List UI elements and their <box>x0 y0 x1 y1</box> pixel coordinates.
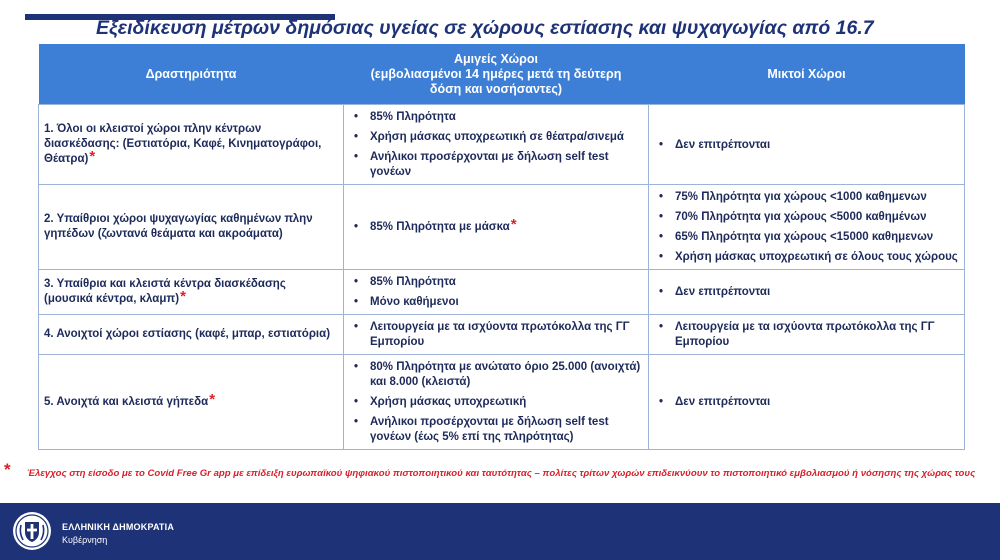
list-item-text: Λειτουργεία με τα ισχύοντα πρωτόκολλα της ΓΓ Εμπορίου <box>370 321 630 348</box>
table-row <box>39 315 965 355</box>
footnote-text: Έλεγχος στη είσοδο με το Covid Free Gr app με επίδειξη ευρωπαϊκού ψηφιακού πιστοποιητικού και ταυτότητας – πολίτες τρίτων χωρών επιδεικνύουν το πιστοποιητικό εμβολιασμού ή νόσησης της χώρας τους <box>26 468 976 479</box>
list-item <box>655 210 958 225</box>
list-item-text: Λειτουργεία με τα ισχύοντα πρωτόκολλα της ΓΓ Εμπορίου <box>675 321 935 348</box>
government-name: ΕΛΛΗΝΙΚΗ ΔΗΜΟΚΡΑΤΙΑ <box>62 522 175 532</box>
list-item-text: Ανήλικοι προσέρχονται με δήλωση self test γονέων (έως 5% επί της πληρότητας) <box>370 416 609 443</box>
header-pure-line-3: δόση και νοσήσαντες) <box>429 81 563 96</box>
table-row <box>39 355 965 450</box>
list-item-text: Δεν επιτρέπονται <box>675 396 771 408</box>
list-item <box>350 216 642 235</box>
list-item-text: 80% Πληρότητα με ανώτατο όριο 25.000 (ανοιχτά) και 8.000 (κλειστά) <box>370 361 641 388</box>
list-item <box>655 190 958 205</box>
list-item <box>350 295 642 310</box>
list-item-text: Χρήση μάσκας υποχρεωτική σε θέατρα/σινεμά <box>370 131 625 143</box>
list-item <box>350 320 642 350</box>
pure-spaces-cell <box>344 315 649 355</box>
mixed-spaces-cell <box>649 270 965 315</box>
list-item-text: 65% Πληρότητα για χώρους <15000 καθημενων <box>675 231 934 243</box>
list-item-text: 70% Πληρότητα για χώρους <5000 καθημένων <box>675 211 927 223</box>
table-header-row <box>39 44 965 105</box>
mixed-spaces-cell <box>649 355 965 450</box>
list-item-text: Χρήση μάσκας υποχρεωτική σε όλους τους χώρους <box>675 251 958 263</box>
mixed-spaces-cell <box>649 315 965 355</box>
list-item <box>655 230 958 245</box>
footnote <box>4 460 996 480</box>
activity-label: 5. Ανοιχτά και κλειστά γήπεδα <box>44 395 209 408</box>
measures-table <box>38 44 965 450</box>
activity-cell <box>39 185 344 270</box>
list-item-text: 85% Πληρότητα με μάσκα <box>370 221 510 233</box>
asterisk-mark: * <box>209 390 216 408</box>
list-item-text: 85% Πληρότητα <box>370 276 456 288</box>
asterisk-mark: * <box>510 216 517 233</box>
list-item <box>350 110 642 125</box>
list-item-text: Χρήση μάσκας υποχρεωτική <box>370 396 527 408</box>
list-item <box>350 130 642 145</box>
list-item-text: Δεν επιτρέπονται <box>675 286 771 298</box>
pure-spaces-cell <box>344 270 649 315</box>
list-item <box>350 360 642 390</box>
asterisk-mark: * <box>180 288 186 305</box>
activity-label: 4. Ανοιχτοί χώροι εστίασης (καφέ, μπαρ, εστιατόρια) <box>44 328 331 340</box>
list-item <box>350 275 642 290</box>
list-item <box>350 415 642 445</box>
greek-coat-of-arms-icon <box>12 511 52 551</box>
activity-label: 3. Υπαίθρια και κλειστά κέντρα διασκέδασης (μουσικά κέντρα, κλαμπ) <box>44 278 286 305</box>
header-pure-spaces <box>344 44 649 105</box>
pure-spaces-cell <box>344 185 649 270</box>
list-item <box>655 395 958 410</box>
table-row <box>39 185 965 270</box>
activity-cell <box>39 105 344 185</box>
list-item <box>350 150 642 180</box>
activity-cell <box>39 355 344 450</box>
list-item <box>655 250 958 265</box>
list-item-text: 75% Πληρότητα για χώρους <1000 καθημενων <box>675 191 927 203</box>
list-item-text: Ανήλικοι προσέρχονται με δήλωση self test γονέων <box>370 151 609 178</box>
header-pure-line-1: Αμιγείς Χώροι <box>453 51 539 66</box>
list-item <box>350 395 642 410</box>
list-item <box>655 320 958 350</box>
table-row <box>39 105 965 185</box>
page-title: Εξειδίκευση μέτρων δημόσιας υγείας σε χώρους εστίασης και ψυχαγωγίας από 16.7 <box>96 17 874 39</box>
mixed-spaces-cell <box>649 185 965 270</box>
table-row <box>39 270 965 315</box>
header-mixed-spaces: Μικτοί Χώροι <box>649 44 965 105</box>
footer-bar <box>0 503 1000 560</box>
pure-spaces-cell <box>344 355 649 450</box>
activity-cell <box>39 315 344 355</box>
government-subtitle: Κυβέρνηση <box>62 535 108 545</box>
asterisk-mark: * <box>89 148 96 165</box>
footnote-star: * <box>4 460 11 479</box>
list-item-text: Δεν επιτρέπονται <box>675 138 771 151</box>
activity-cell <box>39 270 344 315</box>
header-activity: Δραστηριότητα <box>39 44 344 105</box>
list-item-text: Μόνο καθήμενοι <box>370 296 459 308</box>
pure-spaces-cell <box>344 105 649 185</box>
activity-label: 2. Υπαίθριοι χώροι ψυχαγωγίας καθημένων πλην γηπέδων (ζωντανά θεάματα και ακροάματα) <box>44 213 313 240</box>
list-item-text: 85% Πληρότητα <box>370 111 456 123</box>
list-item <box>655 285 958 300</box>
header-pure-line-2: (εμβολιασμένοι 14 ημέρες μετά τη δεύτερη <box>370 66 622 81</box>
list-item <box>655 138 958 153</box>
mixed-spaces-cell <box>649 105 965 185</box>
activity-label: 1. Όλοι οι κλειστοί χώροι πλην κέντρων διασκέδασης: (Εστιατόρια, Καφέ, Κινηματογράφοι, Θέατρα) <box>44 123 322 165</box>
